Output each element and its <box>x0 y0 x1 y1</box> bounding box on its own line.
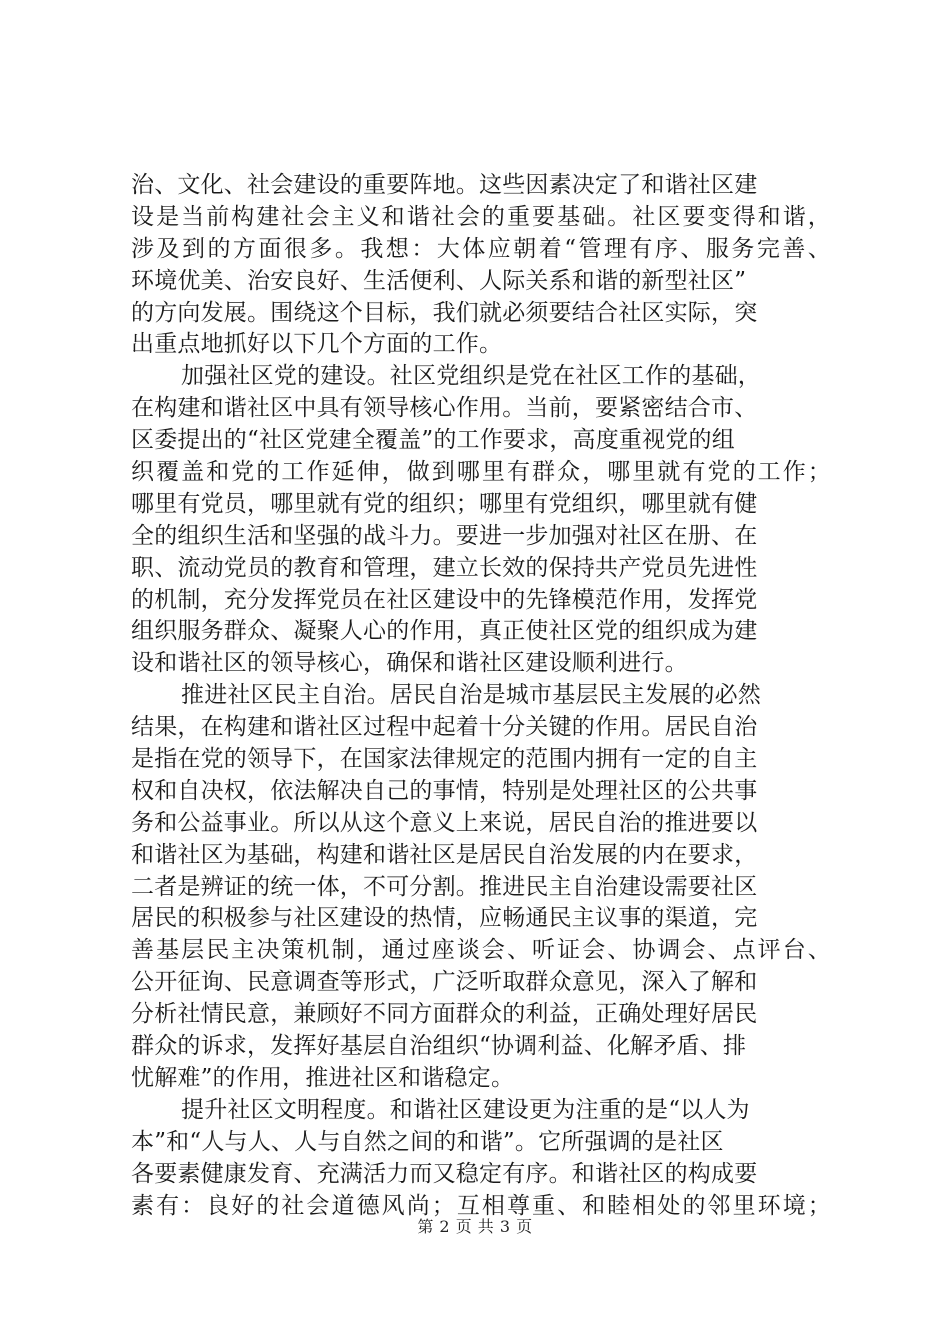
text-line: 涉及到的方面很多。我想：大体应朝着“管理有序、服务完善、 <box>131 235 834 262</box>
text-line: 忧解难”的作用，推进社区和谐稳定。 <box>131 1064 515 1091</box>
text-line: 的机制，充分发挥党员在社区建设中的先锋模范作用，发挥党 <box>131 586 758 613</box>
text-line: 权和自决权，依法解决自己的事情，特别是处理社区的公共事 <box>131 777 758 804</box>
text-line: 全的组织生活和坚强的战斗力。要进一步加强对社区在册、在 <box>131 522 758 549</box>
text-line: 织覆盖和党的工作延伸，做到哪里有群众，哪里就有党的工作； <box>131 459 833 486</box>
text-line: 居民的积极参与社区建设的热情，应畅通民主议事的渠道，完 <box>131 905 758 932</box>
text-line: 素有：良好的社会道德风尚；互相尊重、和睦相处的邻里环境； <box>131 1192 833 1219</box>
text-line: 组织服务群众、凝聚人心的作用，真正使社区党的组织成为建 <box>131 618 758 645</box>
text-line: 的方向发展。围绕这个目标，我们就必须要结合社区实际，突 <box>131 299 758 326</box>
text-line: 职、流动党员的教育和管理，建立长效的保持共产党员先进性 <box>131 554 758 581</box>
text-line: 二者是辨证的统一体，不可分割。推进民主自治建设需要社区 <box>131 873 758 900</box>
text-line: 和谐社区为基础，构建和谐社区是居民自治发展的内在要求， <box>131 841 758 868</box>
text-line: 分析社情民意，兼顾好不同方面群众的利益，正确处理好居民 <box>131 1001 758 1028</box>
paragraph-first-line: 推进社区民主自治。居民自治是城市基层民主发展的必然 <box>181 682 761 709</box>
text-line: 区委提出的“社区党建全覆盖”的工作要求，高度重视党的组 <box>131 427 735 454</box>
text-line: 公开征询、民意调查等形式，广泛听取群众意见，深入了解和 <box>131 969 758 996</box>
text-line: 出重点地抓好以下几个方面的工作。 <box>131 331 503 358</box>
page-footer: 第 2 页 共 3 页 <box>417 1217 533 1236</box>
text-line: 环境优美、治安良好、生活便利、人际关系和谐的新型社区” <box>131 267 747 294</box>
text-line: 务和公益事业。所以从这个意义上来说，居民自治的推进要以 <box>131 809 758 836</box>
text-line: 各要素健康发育、充满活力而又稳定有序。和谐社区的构成要 <box>131 1160 758 1187</box>
text-line: 设是当前构建社会主义和谐社会的重要基础。社区要变得和谐， <box>131 203 833 230</box>
text-line: 治、文化、社会建设的重要阵地。这些因素决定了和谐社区建 <box>131 172 758 198</box>
document-body <box>131 170 834 1222</box>
text-line: 哪里有党员，哪里就有党的组织；哪里有党组织，哪里就有健 <box>131 490 758 517</box>
text-line: 在构建和谐社区中具有领导核心作用。当前，要紧密结合市、 <box>131 395 758 422</box>
paragraph-first-line: 提升社区文明程度。和谐社区建设更为注重的是“以人为 <box>181 1096 750 1123</box>
text-line: 群众的诉求，发挥好基层自治组织“协调利益、化解矛盾、排 <box>131 1033 747 1060</box>
text-line: 善基层民主决策机制，通过座谈会、听证会、协调会、点评台、 <box>131 937 833 964</box>
paragraph-first-line: 加强社区党的建设。社区党组织是党在社区工作的基础， <box>181 363 761 390</box>
text-line: 是指在党的领导下，在国家法律规定的范围内拥有一定的自主 <box>131 746 758 773</box>
text-line: 本”和“人与人、人与自然之间的和谐”。它所强调的是社区 <box>131 1128 724 1155</box>
text-line: 结果，在构建和谐社区过程中起着十分关键的作用。居民自治 <box>131 714 758 741</box>
text-line: 设和谐社区的领导核心，确保和谐社区建设顺利进行。 <box>131 650 688 677</box>
